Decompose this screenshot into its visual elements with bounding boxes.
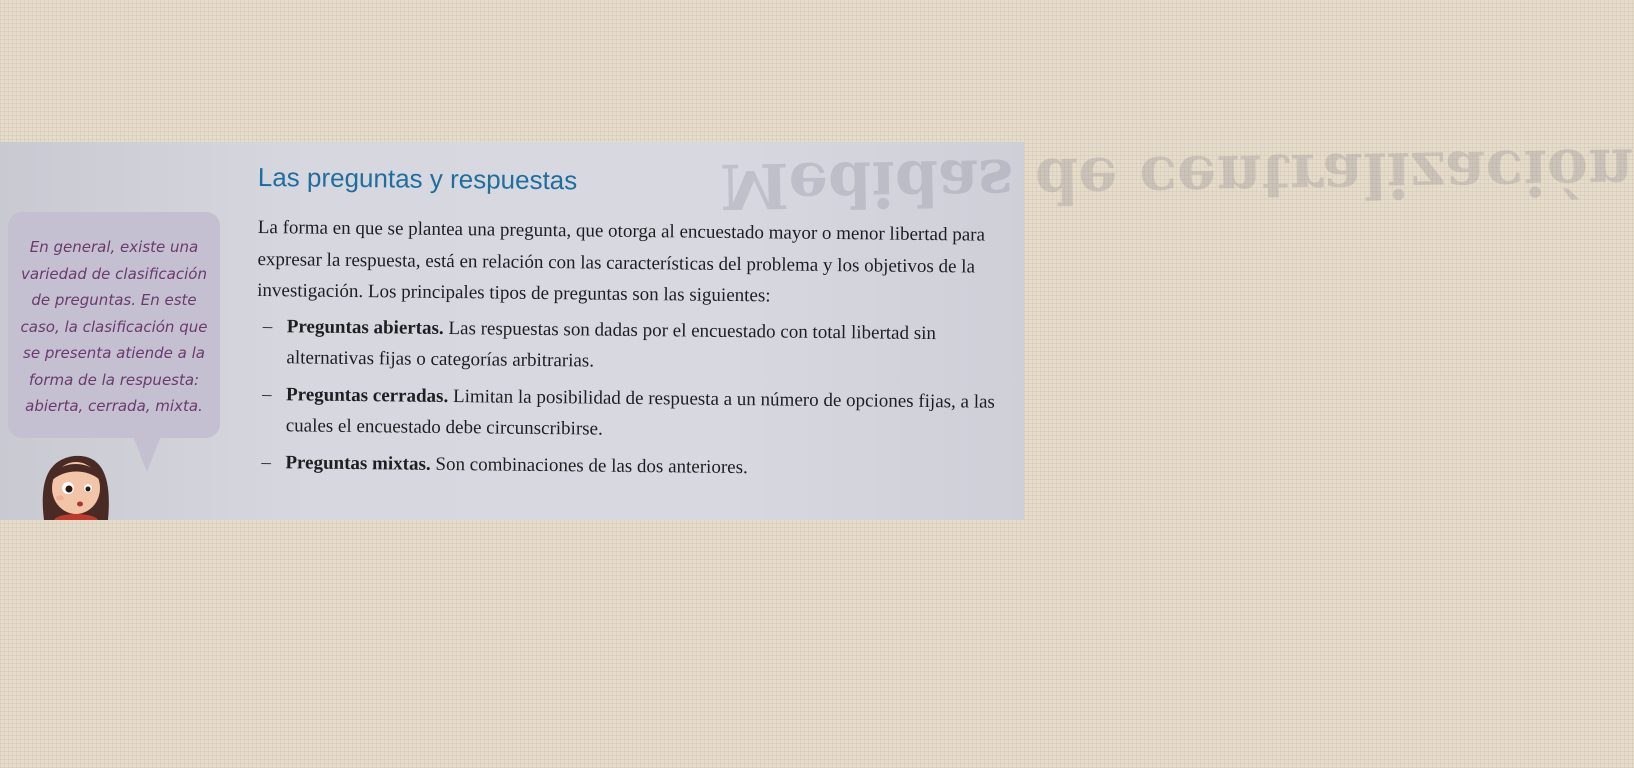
sidebar-note <box>14 234 214 420</box>
note-line: En general, existe una <box>29 238 199 256</box>
question-type-list <box>255 310 1017 485</box>
item-term: Preguntas abiertas. <box>286 315 444 339</box>
section-title: Las preguntas y respuestas <box>257 162 578 196</box>
list-item <box>255 446 1015 485</box>
item-term: Preguntas mixtas. <box>285 451 431 475</box>
note-line: se presenta atiende a la <box>23 344 205 362</box>
item-description: Limitan la posibilidad de respuesta a un número de opciones fijas, a las cuales el encuestado debe circunscribirse. <box>285 385 995 440</box>
item-description: Son combinaciones de las dos anteriores. <box>435 453 748 478</box>
note-line: caso, la clasificación que <box>20 317 208 336</box>
bleed-through-heading: Medidas de centralización <box>719 134 1634 223</box>
speech-bubble <box>8 212 220 438</box>
girl-character-icon <box>36 448 116 520</box>
item-term: Preguntas cerradas. <box>285 383 449 407</box>
note-line: forma de la respuesta: <box>28 370 200 389</box>
note-line: variedad de clasificación <box>21 264 207 283</box>
item-description: Las respuestas son dadas por el encuestado con total libertad sin alternativas fijas o categorías arbitrarias. <box>286 317 937 372</box>
section-body <box>255 212 1018 491</box>
dash-bullet: – <box>262 315 273 337</box>
list-item <box>256 310 1017 380</box>
intro-paragraph: La forma en que se plantea una pregunta, que otorga al encuestado mayor o menor libertad para expresar la respuesta, está en relación con las características del problema y los objetivos de la investigación. Los principales tipos de preguntas son las siguientes: <box>257 216 986 307</box>
note-line: de preguntas. En este <box>31 291 197 309</box>
textbook-excerpt <box>0 134 1634 520</box>
note-line: abierta, cerrada, mixta. <box>25 397 203 415</box>
dash-bullet: – <box>261 451 271 473</box>
dash-bullet: – <box>261 383 272 405</box>
list-item <box>256 378 1017 448</box>
